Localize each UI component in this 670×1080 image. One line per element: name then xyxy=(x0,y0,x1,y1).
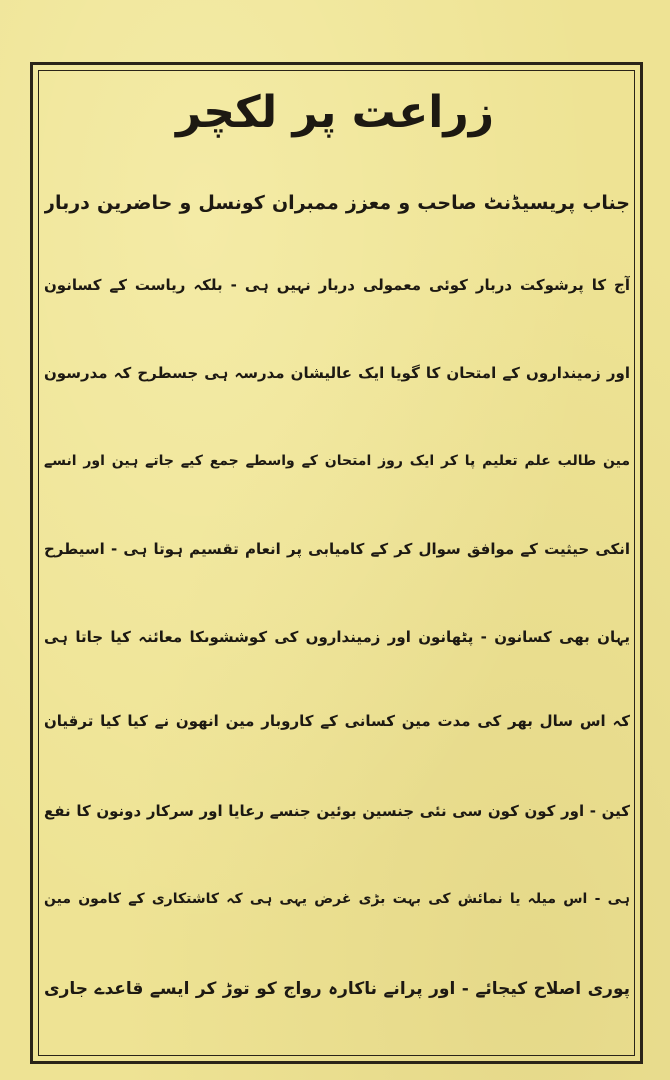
text-line: جناب پریسیڈنٹ صاحب و معزز ممبران کونسل و حاضرین دربار xyxy=(44,192,630,214)
document-title: زراعت پر لکچر xyxy=(175,87,495,138)
text-line: کہ اس سال بھر کی مدت مین کسانی کے کاروبار مین انھون نے کیا کیا ترقیان xyxy=(44,712,630,730)
text-line: مین طالب علم تعلیم پا کر ایک روز امتحان کے واسطے جمع کیے جاتے ہین اور انسے xyxy=(44,453,630,469)
text-line: آج کا پرشوکت دربار کوئی معمولی دربار نہیں ہی - بلکہ ریاست کے کسانون xyxy=(44,276,630,294)
text-line: پوری اصلاح کیجائے - اور پرانے ناکارہ رواج کو توڑ کر ایسے قاعدے جاری xyxy=(44,979,630,999)
text-line: اور زمینداروں کے امتحان کا گویا ایک عالیشان مدرسہ ہی جسطرح کہ مدرسون xyxy=(44,364,630,382)
text-line: انکی حیثیت کے موافق سوال کر کے کامیابی پر انعام تقسیم ہوتا ہی - اسیطرح xyxy=(44,540,630,558)
text-line: کین - اور کون کون سی نئی جنسین بوئین جنسے رعایا اور سرکار دونون کا نفع xyxy=(44,802,630,820)
text-line: ہی - اس میلہ یا نمائش کی بہت بڑی غرض یہی ہی کہ کاشتکاری کے کامون مین xyxy=(44,891,630,907)
text-line: یہان بھی کسانون - پٹھانون اور زمینداروں کی کوششوںکا معائنہ کیا جاتا ہی xyxy=(44,628,630,646)
